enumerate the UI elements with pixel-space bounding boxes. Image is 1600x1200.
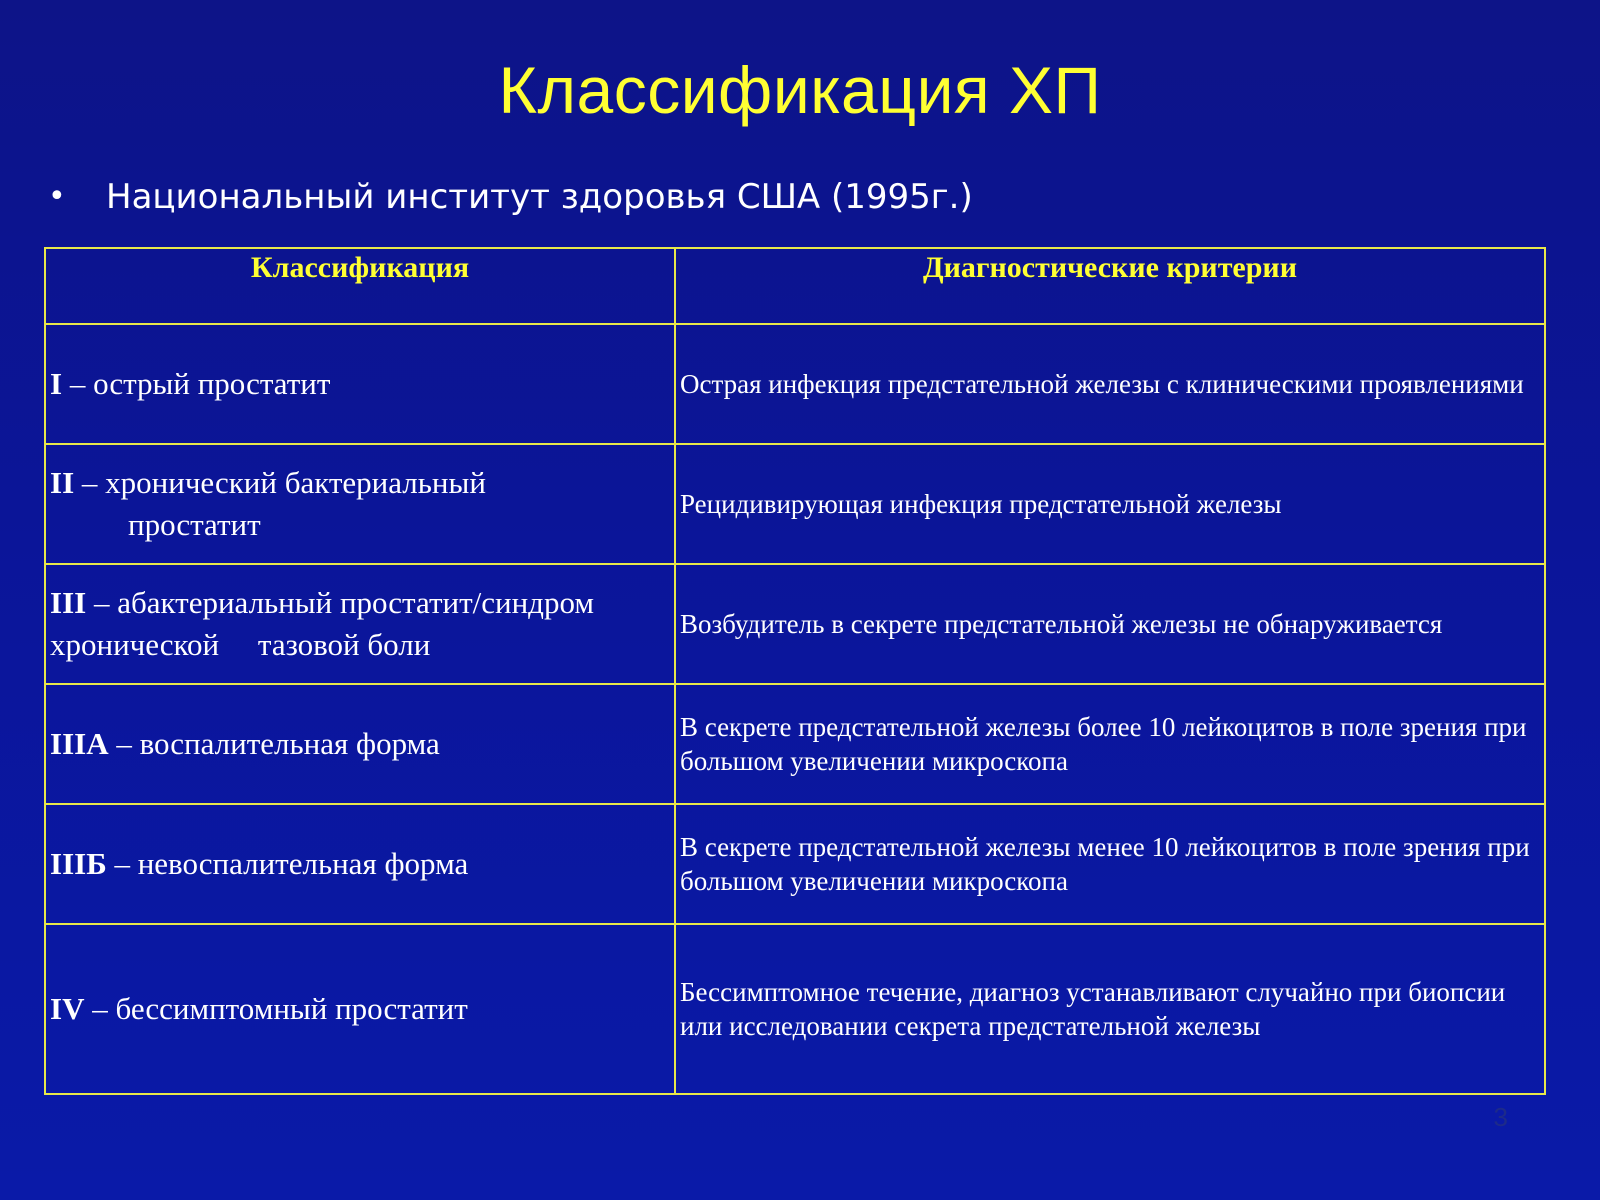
table-row [45, 804, 1545, 924]
class-code: II [50, 465, 75, 500]
criteria-cell: Острая инфекция предстательной железы с клиническими проявлениями [675, 324, 1545, 444]
page-number: 3 [1493, 1102, 1508, 1132]
slide-title: Классификация ХП [498, 53, 1102, 127]
header-classification: Классификация [45, 248, 675, 324]
subtitle-text: Национальный институт здоровья США (1995г.) [106, 177, 973, 217]
criteria-cell: Бессимптомное течение, диагноз устанавливают случайно при биопсии или исследовании секрета предстательной железы [675, 924, 1545, 1094]
table-row [45, 564, 1545, 684]
bullet-icon: • [48, 179, 66, 214]
table-header-row [45, 248, 1545, 324]
class-code: IIIA [50, 726, 109, 761]
criteria-cell: Рецидивирующая инфекция предстательной железы [675, 444, 1545, 564]
criteria-cell: В секрете предстательной железы менее 10 лейкоцитов в поле зрения при большом увеличении микроскопа [675, 804, 1545, 924]
class-code: III [50, 585, 87, 620]
table-row [45, 444, 1545, 564]
class-code: IV [50, 991, 85, 1026]
classification-cell [45, 564, 675, 684]
class-code: IIIБ [50, 846, 107, 881]
class-label: – невоспалительная форма [106, 846, 469, 881]
class-code: I [50, 366, 63, 401]
criteria-cell: В секрете предстательной железы более 10 лейкоцитов в поле зрения при большом увеличении микроскопа [675, 684, 1545, 804]
class-label-continuation: простатит [128, 507, 261, 542]
classification-cell [45, 924, 675, 1094]
class-label: – абактериальный простатит/синдром хронической тазовой боли [50, 585, 602, 662]
classification-table [44, 247, 1546, 1095]
class-label: – острый простатит [62, 366, 331, 401]
classification-cell [45, 444, 675, 564]
classification-cell [45, 804, 675, 924]
table-row [45, 684, 1545, 804]
class-label: – хронический бактериальный [74, 465, 486, 500]
class-label: – бессимптомный простатит [84, 991, 468, 1026]
classification-cell [45, 324, 675, 444]
table-row [45, 324, 1545, 444]
table-row [45, 924, 1545, 1094]
criteria-cell: Возбудитель в секрете предстательной железы не обнаруживается [675, 564, 1545, 684]
subtitle-bullet-item [48, 172, 973, 222]
classification-cell [45, 684, 675, 804]
header-diagnostic-criteria: Диагностические критерии [675, 248, 1545, 324]
class-label: – воспалительная форма [108, 726, 440, 761]
